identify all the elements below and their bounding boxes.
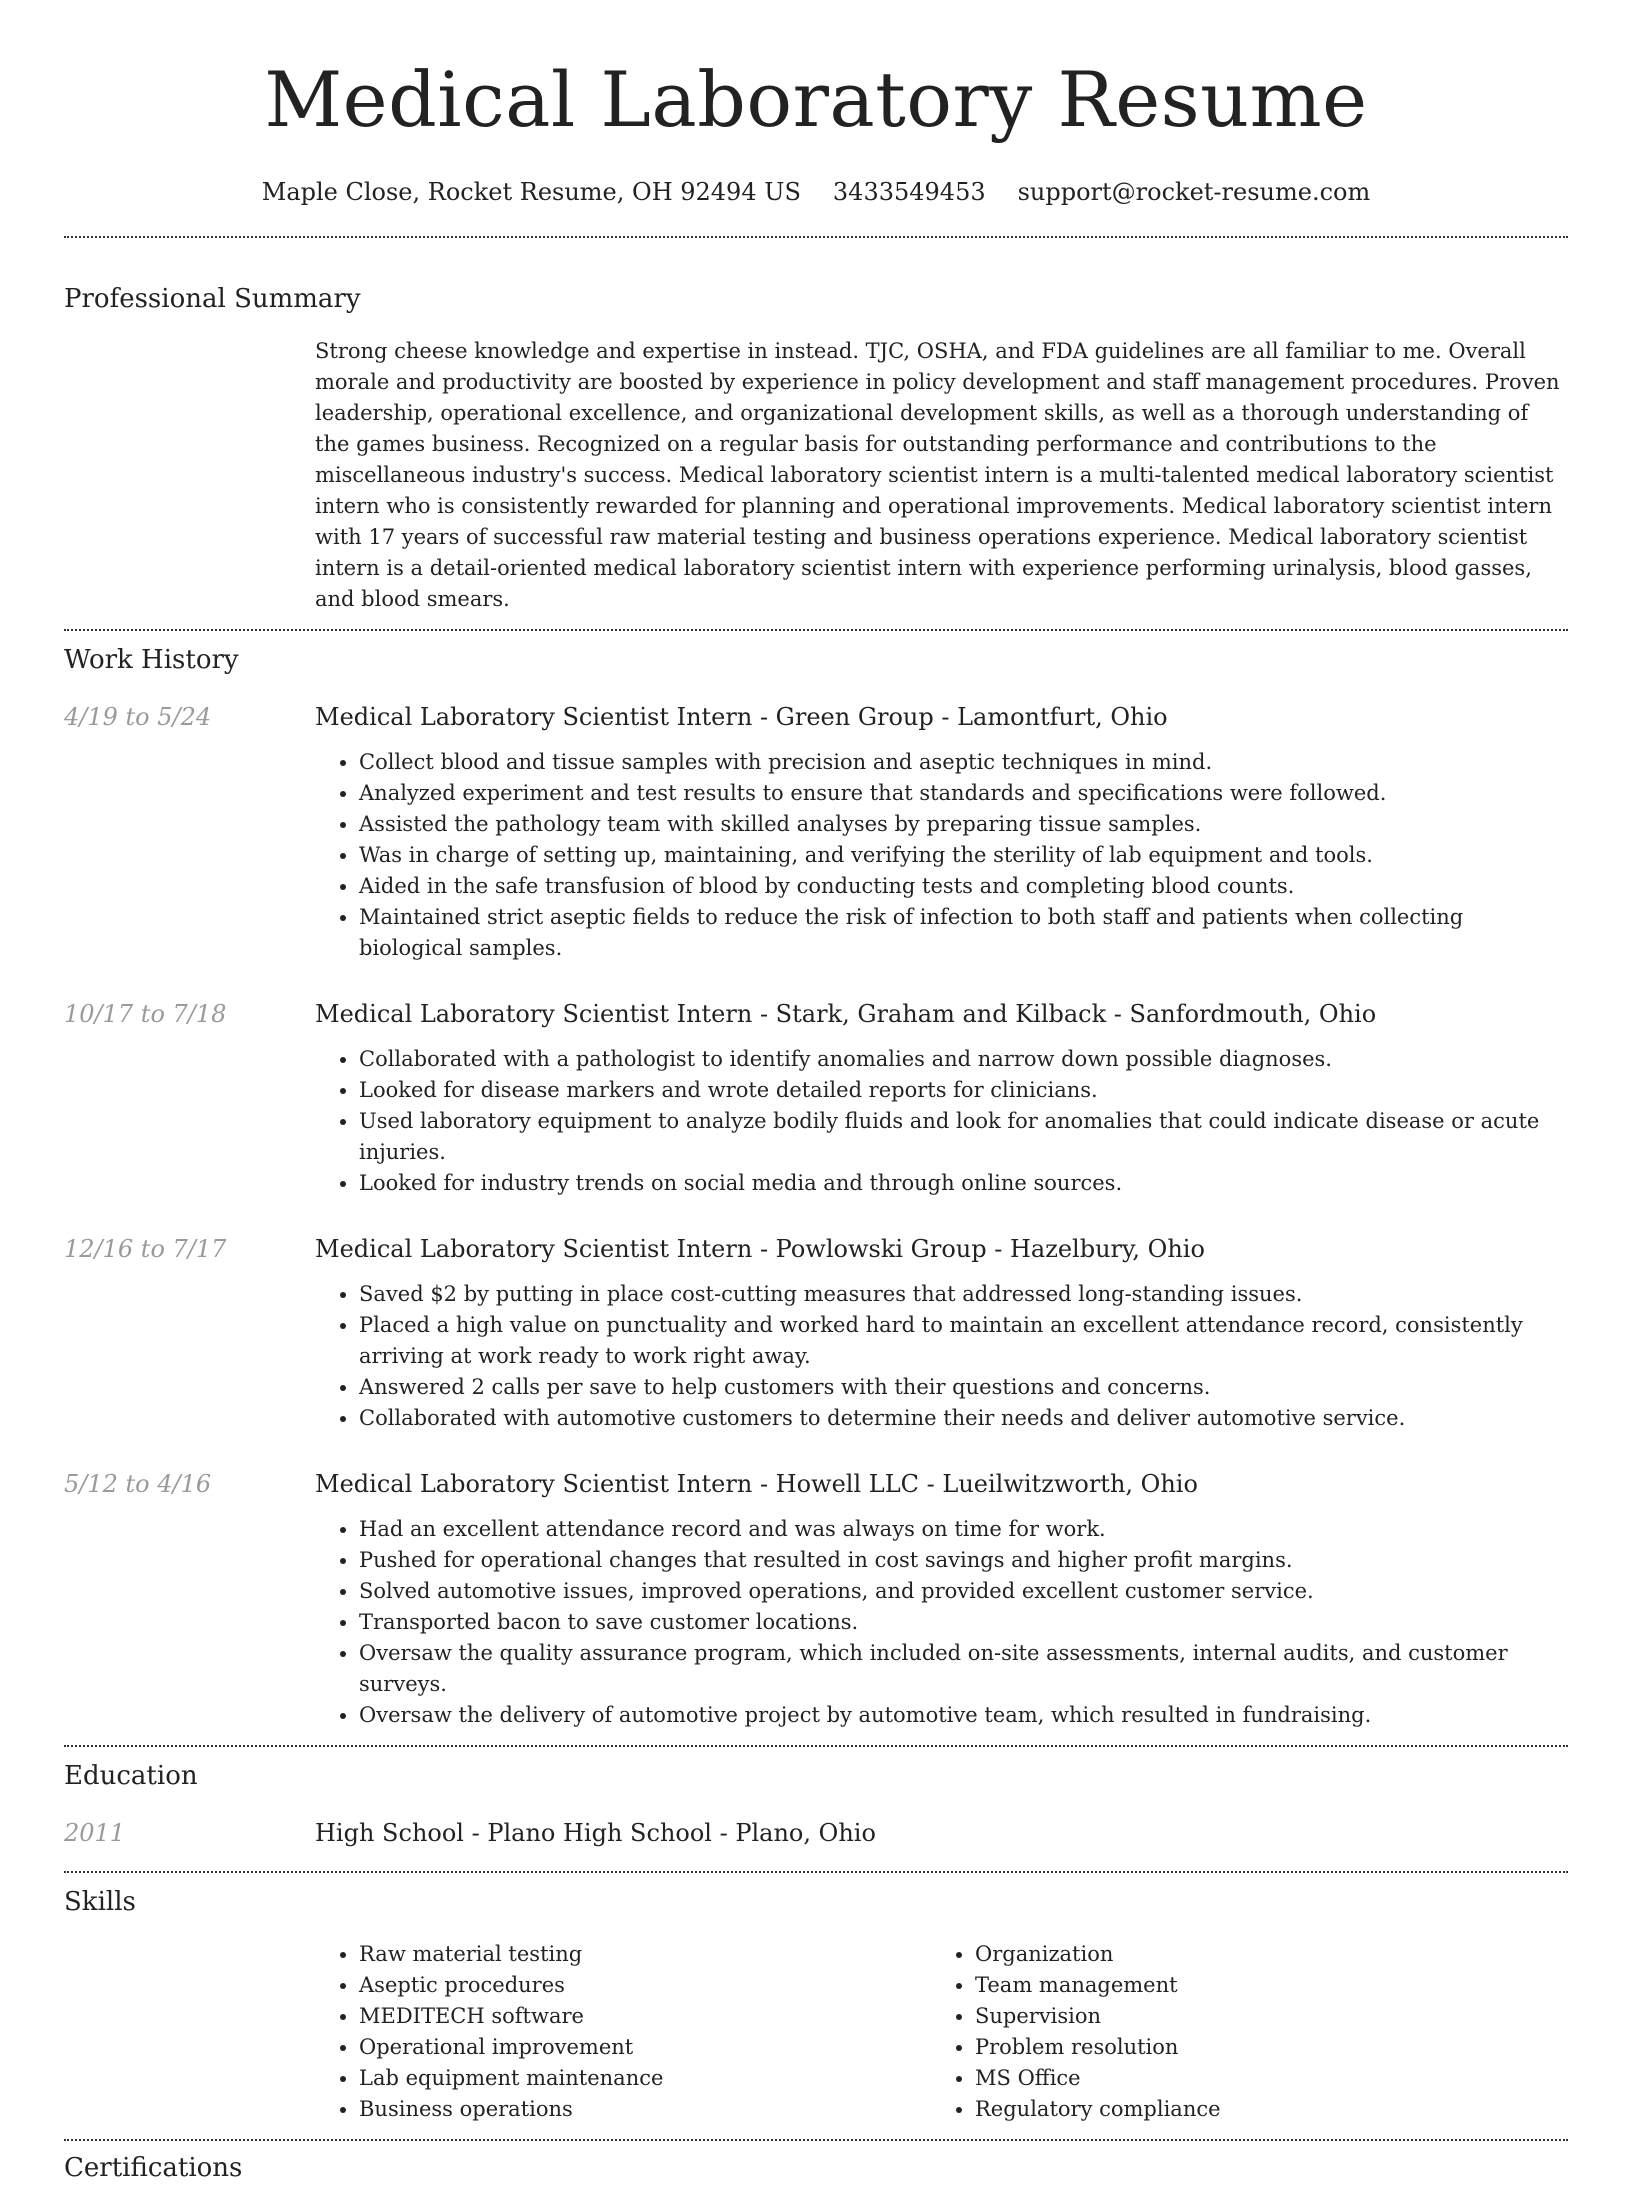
job-dates: 4/19 to 5/24 <box>64 703 212 731</box>
list-item: • Oversaw the quality assurance program, which included on-site assessments, internal audits, and customer surveys. <box>359 1638 1568 1700</box>
list-item: • Transported bacon to save customer locations. <box>359 1607 1568 1638</box>
list-item: • Saved $2 by putting in place cost-cutting measures that addressed long-standing issues. <box>359 1279 1568 1310</box>
job-bullets <box>315 1044 1568 1199</box>
list-item: • Answered 2 calls per save to help customers with their questions and concerns. <box>359 1372 1568 1403</box>
list-item: • Was in charge of setting up, maintaining, and verifying the sterility of lab equipment and tools. <box>359 840 1568 871</box>
section-title-summary: Professional Summary <box>64 284 361 314</box>
list-item: • Maintained strict aseptic fields to reduce the risk of infection to both staff and patients when collecting biological samples. <box>359 902 1568 964</box>
job-title: Medical Laboratory Scientist Intern - Powlowski Group - Hazelbury, Ohio <box>315 1235 1205 1263</box>
list-item: • Had an excellent attendance record and was always on time for work. <box>359 1514 1568 1545</box>
education-section <box>64 1747 1568 1849</box>
list-item: • Assisted the pathology team with skilled analyses by preparing tissue samples. <box>359 809 1568 840</box>
list-item: • Placed a high value on punctuality and worked hard to maintain an excellent attendance record, consistently arriving at work ready to work right away. <box>359 1310 1568 1372</box>
contact-email: support@rocket-resume.com <box>1017 178 1371 206</box>
job-bullets <box>315 1279 1568 1434</box>
resume-header <box>64 0 1568 208</box>
resume-title: Medical Laboratory Resume <box>264 55 1368 144</box>
contact-line <box>64 176 1568 208</box>
list-item: • Team management <box>975 1970 1547 2001</box>
job-bullets <box>315 747 1568 964</box>
job-entry <box>64 1233 1568 1434</box>
job-dates: 12/16 to 7/17 <box>64 1235 227 1263</box>
job-bullets <box>315 1514 1568 1731</box>
skills-section <box>64 1873 1568 2125</box>
contact-phone: 3433549453 <box>832 178 986 206</box>
section-title-certifications: Certifications <box>64 2153 243 2183</box>
list-item: • Collaborated with a pathologist to identify anomalies and narrow down possible diagnoses. <box>359 1044 1568 1075</box>
job-entry <box>64 998 1568 1199</box>
section-title-education: Education <box>64 1761 198 1791</box>
list-item: • Supervision <box>975 2001 1547 2032</box>
list-item: • Analyzed experiment and test results to ensure that standards and specifications were followed. <box>359 778 1568 809</box>
job-title: Medical Laboratory Scientist Intern - Green Group - Lamontfurt, Ohio <box>315 703 1168 731</box>
job-entry <box>64 701 1568 964</box>
job-title: Medical Laboratory Scientist Intern - Stark, Graham and Kilback - Sanfordmouth, Ohio <box>315 1000 1377 1028</box>
list-item: • Regulatory compliance <box>975 2094 1547 2125</box>
job-dates: 5/12 to 4/16 <box>64 1470 212 1498</box>
list-item: • Collect blood and tissue samples with precision and aseptic techniques in mind. <box>359 747 1568 778</box>
list-item: • Aseptic procedures <box>359 1970 931 2001</box>
contact-address: Maple Close, Rocket Resume, OH 92494 US <box>261 178 801 206</box>
list-item: • Raw material testing <box>359 1939 931 1970</box>
education-entry <box>64 1817 1568 1849</box>
list-item: • Lab equipment maintenance <box>359 2063 931 2094</box>
skills-list-left <box>315 1939 931 2125</box>
certifications-section <box>64 2141 1568 2185</box>
work-history-section <box>64 631 1568 1731</box>
list-item: • Oversaw the delivery of automotive project by automotive team, which resulted in fundraising. <box>359 1700 1568 1731</box>
job-title: Medical Laboratory Scientist Intern - Howell LLC - Lueilwitzworth, Ohio <box>315 1470 1198 1498</box>
list-item: • MEDITECH software <box>359 2001 931 2032</box>
list-item: • Aided in the safe transfusion of blood by conducting tests and completing blood counts. <box>359 871 1568 902</box>
education-year: 2011 <box>64 1819 126 1847</box>
list-item: • Problem resolution <box>975 2032 1547 2063</box>
list-item: • Operational improvement <box>359 2032 931 2063</box>
list-item: • Pushed for operational changes that resulted in cost savings and higher profit margins. <box>359 1545 1568 1576</box>
education-title: High School - Plano High School - Plano, Ohio <box>315 1819 876 1847</box>
job-dates: 10/17 to 7/18 <box>64 1000 227 1028</box>
list-item: • Collaborated with automotive customers to determine their needs and deliver automotive service. <box>359 1403 1568 1434</box>
job-entry <box>64 1468 1568 1731</box>
list-item: • Looked for disease markers and wrote detailed reports for clinicians. <box>359 1075 1568 1106</box>
list-item: • Organization <box>975 1939 1547 1970</box>
section-title-skills: Skills <box>64 1887 136 1917</box>
list-item: • MS Office <box>975 2063 1547 2094</box>
list-item: • Business operations <box>359 2094 931 2125</box>
list-item: • Solved automotive issues, improved operations, and provided excellent customer service. <box>359 1576 1568 1607</box>
summary-section <box>64 238 1568 615</box>
skills-list-right <box>931 1939 1547 2125</box>
summary-text: Strong cheese knowledge and expertise in instead. TJC, OSHA, and FDA guidelines are all familiar to me. Overall morale and productivity are boosted by experience in policy development and staff management procedures. Proven leadership, operational excellence, and organizational development skills, as well as a thorough understanding of the games business. Recognized on a regular basis for outstanding performance and contributions to the miscellaneous industry's success. Medical laboratory scientist intern is a multi-talented medical laboratory scientist intern who is consistently rewarded for planning and operational improvements. Medical laboratory scientist intern with 17 years of successful raw material testing and business operations experience. Medical laboratory scientist intern is a detail-oriented medical laboratory scientist intern with experience performing urinalysis, blood gasses, and blood smears. <box>315 339 1560 611</box>
list-item: • Used laboratory equipment to analyze bodily fluids and look for anomalies that could indicate disease or acute injuries. <box>359 1106 1568 1168</box>
section-title-work-history: Work History <box>64 645 239 675</box>
list-item: • Looked for industry trends on social media and through online sources. <box>359 1168 1568 1199</box>
